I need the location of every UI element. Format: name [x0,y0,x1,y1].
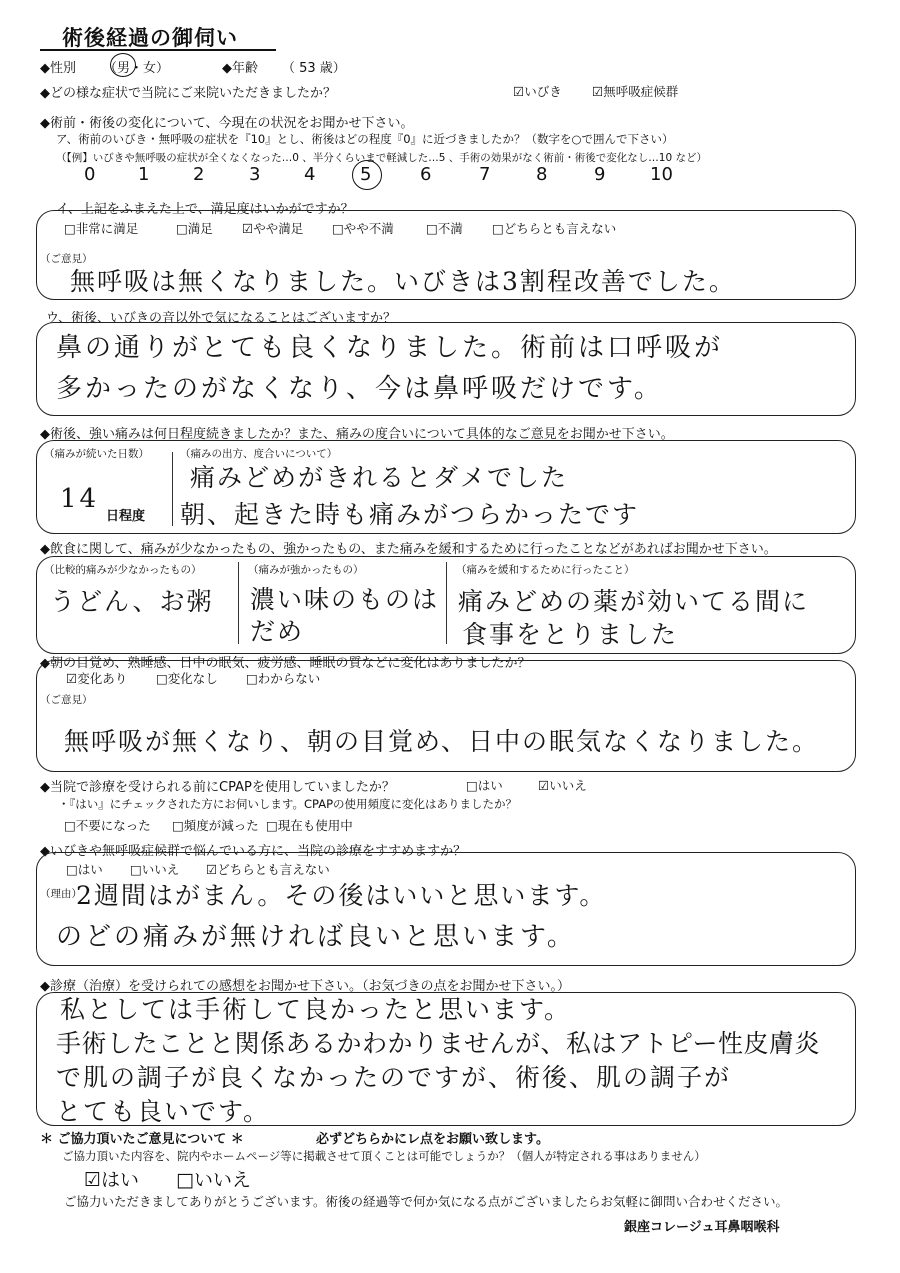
consent-heading: ＊ ご協力頂いたご意見について ＊ [40,1132,244,1147]
scale-number-8[interactable]: 8 [536,164,548,185]
meal-strong-line-1[interactable]: 濃い味のものは [250,585,440,614]
gender-label: ◆性別 [40,61,76,76]
meal-less-value[interactable]: うどん、お粥 [50,587,214,616]
sleep-opinion-label: （ご意見） [40,694,93,706]
recommend-line-1[interactable]: 2週間はがまん。その後はいいと思います。 [76,881,607,910]
impression-line-2[interactable]: 手術したことと関係あるかわかりませんが、私はアトピー性皮膚炎 [56,1029,821,1058]
title-underline [40,49,276,51]
checkbox-cpap-using[interactable]: □現在も使用中 [266,818,353,833]
scale-number-7[interactable]: 7 [479,164,491,185]
checkbox-unchanged[interactable]: □変化なし [156,671,218,686]
symptom-question: ◆どの様な症状で当院にご来院いただきましたか？ [40,86,336,101]
change-sub-a: ア、術前のいびき・無呼吸の症状を『10』とし、術後はどの程度『0』に近づきましたか？（数字を○で囲んで下さい） [56,132,674,146]
impression-line-4[interactable]: とても良いです。 [56,1097,271,1126]
checkbox-very-satisfied[interactable]: □非常に満足 [64,221,139,236]
scale-number-2[interactable]: 2 [193,164,205,185]
scale-number-6[interactable]: 6 [420,164,432,185]
change-question: ◆術前・術後の変化について、今現在の状況をお聞かせ下さい。 [40,116,414,131]
scale-number-3[interactable]: 3 [249,164,261,185]
cpap-sub-question: ・『はい』にチェックされた方にお伺いします。CPAPの使用頻度に変化はありましたか？ [58,797,518,811]
other-concern-line-2[interactable]: 多かったのがなくなり、今は鼻呼吸だけです。 [56,374,663,404]
page-title: 術後経過の御伺い [62,26,238,50]
checkbox-dissatisfied[interactable]: □不満 [426,221,463,236]
satisfaction-opinion-label: （ご意見） [40,253,93,265]
meal-relief-line-2[interactable]: 食事をとりました [462,620,679,649]
other-concern-line-1[interactable]: 鼻の通りがとても良くなりました。術前は口呼吸が [56,333,724,363]
scale-number-9[interactable]: 9 [594,164,606,185]
checkbox-consent-yes[interactable]: ☑はい [84,1169,140,1191]
gender-value: （男・女） [104,61,170,76]
checkbox-cpap-yes[interactable]: □はい [466,778,503,793]
checkbox-cpap-reduced[interactable]: □頻度が減った [172,818,259,833]
checkbox-consent-no[interactable]: □いいえ [176,1169,251,1191]
recommend-line-2[interactable]: のどの痛みが無ければ良いと思います。 [56,922,576,952]
checkbox-cpap-no[interactable]: ☑いいえ [538,778,587,793]
change-example: （【例】いびきや無呼吸の症状が全くなくなった…0 、半分くらいまで軽減した…5 、手術の効果がなく術前・術後で変化なし…10 など） [56,152,707,164]
impression-line-3[interactable]: で肌の調子が良くなかったのですが、術後、肌の調子が [56,1063,732,1092]
footer-thanks: ご協力いただきましてありがとうございます。術後の経過等で何か気になる点がございましたらお気軽に御問い合わせください。 [64,1194,789,1209]
recommend-reason-label: （理由） [40,888,82,900]
checkbox-recommend-neither[interactable]: ☑どちらとも言えない [206,862,330,877]
consent-question: ご協力頂いた内容を、院内やホームページ等に掲載させて頂くことは可能でしょうか？（個人が特定される事はありません） [62,1149,706,1163]
satisfaction-question: イ、上記をふまえた上で、満足度はいかがですか？ [56,202,354,217]
gender-circle-mark [110,53,136,77]
meal-relief-line-1[interactable]: 痛みどめの薬が効いてる間に [458,587,810,616]
meal-divider-1 [238,562,239,644]
sleep-comment[interactable]: 無呼吸が無くなり、朝の目覚め、日中の眠気なくなりました。 [64,727,820,756]
pain-detail-line-2[interactable]: 朝、起きた時も痛みがつらかったです [180,500,640,529]
pain-days-value[interactable]: 14 [60,484,100,514]
recommend-question: ◆いびきや無呼吸症候群で悩んでいる方に、当院の診療をすすめますか？ [40,844,467,859]
meal-question: ◆飲食に関して、痛みが少なかったもの、強かったもの、また痛みを緩和するために行ったことなどがあればお聞かせ下さい。 [40,542,777,557]
pain-days-label: （痛みが続いた日数） [44,448,149,460]
checkbox-recommend-yes[interactable]: □はい [66,862,103,877]
age-value: （ 53 歳） [282,61,346,76]
checkbox-somewhat-dissatisfied[interactable]: □やや不満 [332,221,394,236]
checkbox-recommend-no[interactable]: □いいえ [130,862,180,877]
checkbox-satisfied[interactable]: □満足 [176,221,213,236]
meal-strong-line-2[interactable]: だめ [250,617,305,646]
checkbox-neither[interactable]: □どちらとも言えない [492,221,617,236]
clinic-name: 銀座コレージュ耳鼻咽喉科 [624,1220,780,1235]
scale-number-1[interactable]: 1 [138,164,150,185]
meal-divider-2 [446,562,447,644]
checkbox-snoring[interactable]: ☑いびき [513,84,562,99]
other-concern-question: ウ、術後、いびきの音以外で気になることはございますか？ [46,311,396,326]
checkbox-cpap-unneeded[interactable]: □不要になった [64,818,151,833]
checkbox-apnea[interactable]: ☑無呼吸症候群 [592,84,679,99]
meal-strong-label: （痛みが強かったもの） [248,564,364,576]
meal-less-label: （比較的痛みが少なかったもの） [44,564,202,576]
scale-number-5[interactable]: 5 [360,164,372,185]
consent-emphasis: 必ずどちらかにレ点をお願い致します。 [316,1132,549,1147]
impression-question: ◆診療（治療）を受けられての感想をお聞かせ下さい。（お気づきの点をお聞かせ下さい。） [40,979,570,994]
cpap-question: ◆当院で診療を受けられる前にCPAPを使用していましたか？ [40,780,395,795]
pain-divider [172,452,173,526]
checkbox-somewhat-satisfied[interactable]: ☑やや満足 [242,221,304,236]
checkbox-changed[interactable]: ☑変化あり [66,671,128,686]
sleep-question: ◆朝の目覚め、熟睡感、日中の眠気、疲労感、睡眠の質などに変化はありましたか？ [40,656,531,671]
pain-detail-line-1[interactable]: 痛みどめがきれるとダメでした [190,463,569,492]
pain-days-unit: 日程度 [106,509,146,524]
pain-question: ◆術後、強い痛みは何日程度続きましたか？また、痛みの度合いについて具体的なご意見をお聞かせ下さい。 [40,427,674,442]
age-label: ◆年齢 [222,61,258,76]
satisfaction-comment[interactable]: 無呼吸は無くなりました。いびきは3割程改善でした。 [70,267,736,296]
checkbox-unknown[interactable]: □わからない [246,671,321,686]
scale-selected-circle [352,160,382,190]
impression-line-1[interactable]: 私としては手術して良かったと思います。 [60,995,572,1024]
scale-number-10[interactable]: 10 [650,164,673,185]
scale-number-0[interactable]: 0 [84,164,96,185]
meal-relief-label: （痛みを緩和するために行ったこと） [456,564,635,576]
pain-detail-label: （痛みの出方、度合いについて） [180,448,338,460]
scale-number-4[interactable]: 4 [304,164,316,185]
